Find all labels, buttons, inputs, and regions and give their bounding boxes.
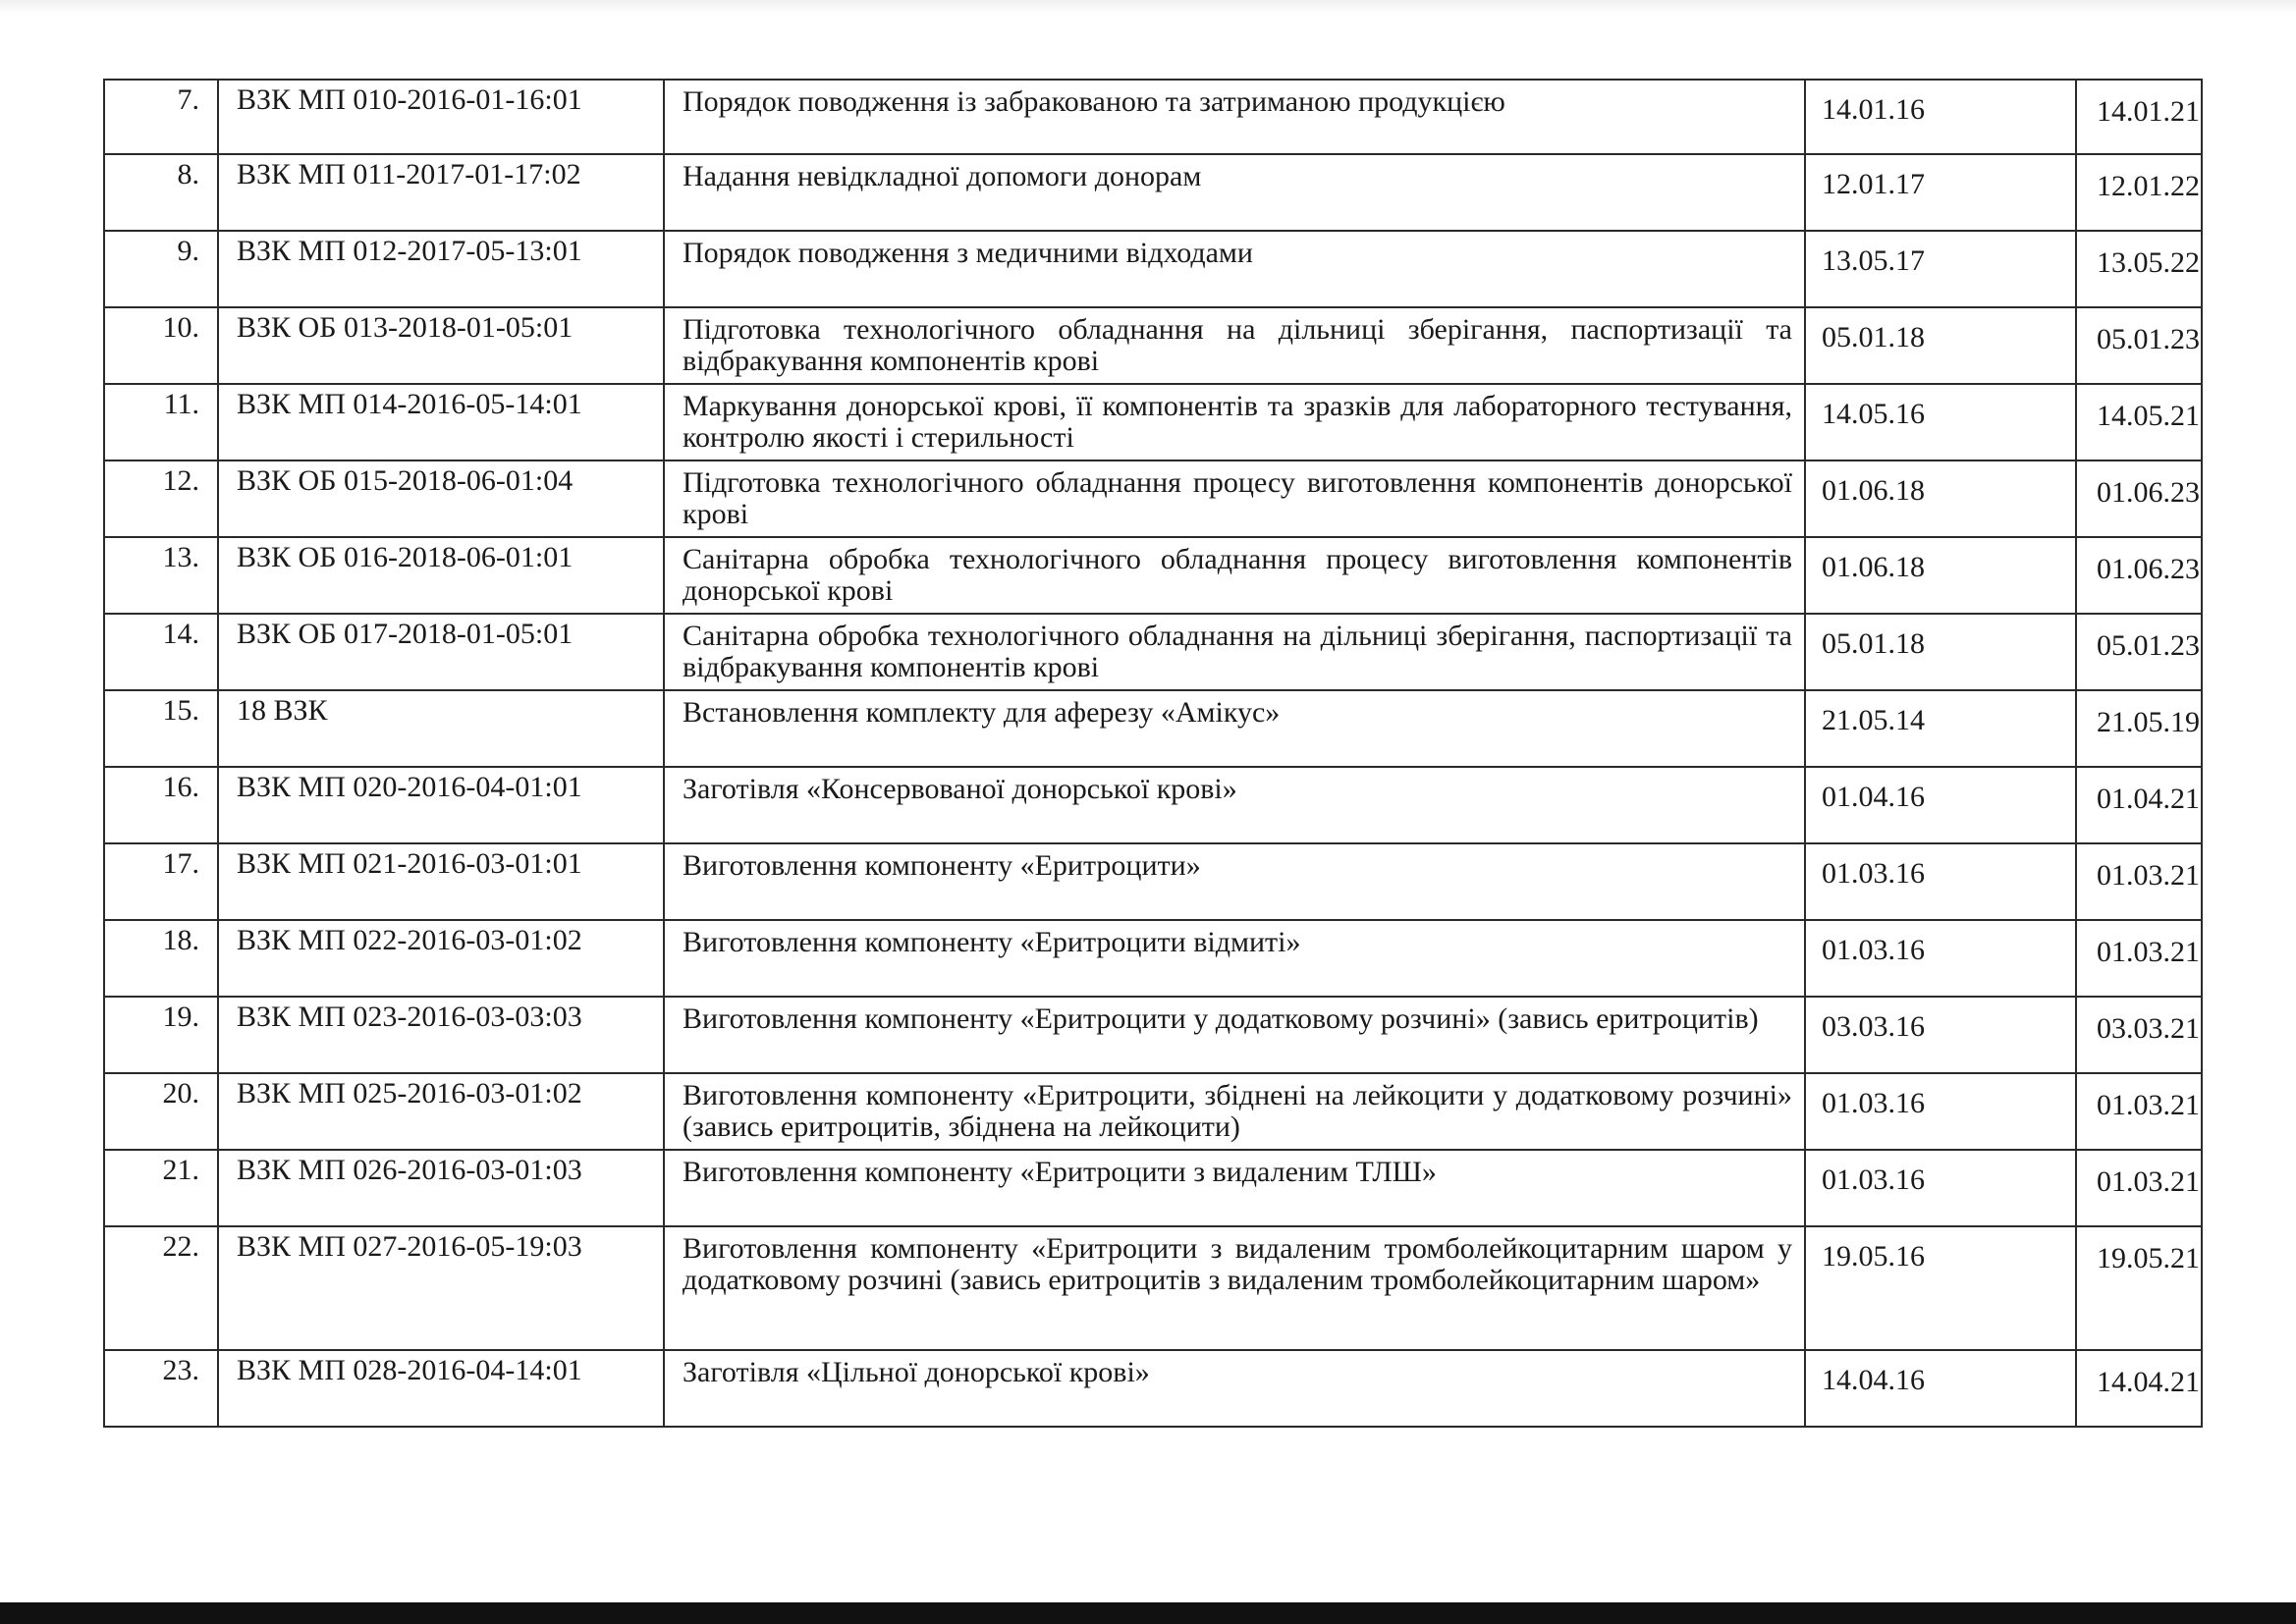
document-title: Встановлення комплекту для аферезу «Амікус»	[664, 690, 1805, 767]
review-date: 14.05.21	[2076, 384, 2202, 460]
row-number: 15.	[104, 690, 218, 767]
table-row	[104, 614, 2202, 690]
table-row	[104, 1350, 2202, 1427]
row-number: 19.	[104, 997, 218, 1073]
row-number: 20.	[104, 1073, 218, 1150]
review-date: 14.04.21	[2076, 1350, 2202, 1427]
document-title: Санітарна обробка технологічного обладнання на дільниці зберігання, паспортизації та відбракування компонентів крові	[664, 614, 1805, 690]
review-date: 13.05.22	[2076, 231, 2202, 307]
effective-date: 01.06.18	[1805, 537, 2076, 614]
row-number: 18.	[104, 920, 218, 997]
row-number: 16.	[104, 767, 218, 843]
document-title: Заготівля «Цільної донорської крові»	[664, 1350, 1805, 1427]
document-code: ВЗК ОБ 016-2018-06-01:01	[218, 537, 664, 614]
table-row	[104, 384, 2202, 460]
row-number: 7.	[104, 80, 218, 154]
document-code: ВЗК МП 012-2017-05-13:01	[218, 231, 664, 307]
review-date: 01.06.23	[2076, 460, 2202, 537]
document-code: ВЗК ОБ 015-2018-06-01:04	[218, 460, 664, 537]
review-date: 01.03.21	[2076, 843, 2202, 920]
document-code: ВЗК МП 014-2016-05-14:01	[218, 384, 664, 460]
table-row	[104, 154, 2202, 231]
table-row	[104, 1150, 2202, 1226]
document-title: Виготовлення компоненту «Еритроцити з видаленим ТЛШ»	[664, 1150, 1805, 1226]
table-row	[104, 537, 2202, 614]
document-title: Виготовлення компоненту «Еритроцити з видаленим тромболейкоцитарним шаром у додатковому розчині (завись еритроцитів з видаленим тромболейкоцитарним шаром»	[664, 1226, 1805, 1350]
review-date: 12.01.22	[2076, 154, 2202, 231]
scan-bottom-edge	[0, 1602, 2296, 1624]
document-code: 18 ВЗК	[218, 690, 664, 767]
row-number: 13.	[104, 537, 218, 614]
document-code: ВЗК МП 020-2016-04-01:01	[218, 767, 664, 843]
effective-date: 01.03.16	[1805, 920, 2076, 997]
row-number: 11.	[104, 384, 218, 460]
document-code: ВЗК МП 026-2016-03-01:03	[218, 1150, 664, 1226]
table-body	[104, 80, 2202, 1427]
table-row	[104, 690, 2202, 767]
document-title: Підготовка технологічного обладнання процесу виготовлення компонентів донорської крові	[664, 460, 1805, 537]
document-code: ВЗК МП 021-2016-03-01:01	[218, 843, 664, 920]
effective-date: 13.05.17	[1805, 231, 2076, 307]
document-title: Надання невідкладної допомоги донорам	[664, 154, 1805, 231]
effective-date: 21.05.14	[1805, 690, 2076, 767]
effective-date: 14.01.16	[1805, 80, 2076, 154]
review-date: 19.05.21	[2076, 1226, 2202, 1350]
document-title: Заготівля «Консервованої донорської крові»	[664, 767, 1805, 843]
effective-date: 19.05.16	[1805, 1226, 2076, 1350]
review-date: 14.01.21	[2076, 80, 2202, 154]
document-code: ВЗК МП 023-2016-03-03:03	[218, 997, 664, 1073]
effective-date: 05.01.18	[1805, 614, 2076, 690]
table-row	[104, 307, 2202, 384]
review-date: 05.01.23	[2076, 614, 2202, 690]
review-date: 21.05.19	[2076, 690, 2202, 767]
table-row	[104, 80, 2202, 154]
effective-date: 01.04.16	[1805, 767, 2076, 843]
review-date: 01.04.21	[2076, 767, 2202, 843]
table-row	[104, 997, 2202, 1073]
effective-date: 01.03.16	[1805, 1073, 2076, 1150]
document-code: ВЗК ОБ 017-2018-01-05:01	[218, 614, 664, 690]
document-register-table	[103, 79, 2203, 1428]
row-number: 12.	[104, 460, 218, 537]
effective-date: 05.01.18	[1805, 307, 2076, 384]
row-number: 14.	[104, 614, 218, 690]
document-title: Виготовлення компоненту «Еритроцити»	[664, 843, 1805, 920]
table-row	[104, 1073, 2202, 1150]
row-number: 8.	[104, 154, 218, 231]
effective-date: 01.03.16	[1805, 843, 2076, 920]
document-title: Виготовлення компоненту «Еритроцити, збіднені на лейкоцити у додатковому розчині» (завись еритроцитів, збіднена на лейкоцити)	[664, 1073, 1805, 1150]
document-code: ВЗК МП 011-2017-01-17:02	[218, 154, 664, 231]
document-code: ВЗК МП 028-2016-04-14:01	[218, 1350, 664, 1427]
row-number: 9.	[104, 231, 218, 307]
document-code: ВЗК МП 010-2016-01-16:01	[218, 80, 664, 154]
review-date: 01.03.21	[2076, 1073, 2202, 1150]
document-code: ВЗК МП 022-2016-03-01:02	[218, 920, 664, 997]
review-date: 01.03.21	[2076, 920, 2202, 997]
table-row	[104, 460, 2202, 537]
document-code: ВЗК ОБ 013-2018-01-05:01	[218, 307, 664, 384]
document-title: Маркування донорської крові, її компонентів та зразків для лабораторного тестування, контролю якості і стерильності	[664, 384, 1805, 460]
row-number: 10.	[104, 307, 218, 384]
document-title: Виготовлення компоненту «Еритроцити відмиті»	[664, 920, 1805, 997]
effective-date: 14.05.16	[1805, 384, 2076, 460]
review-date: 05.01.23	[2076, 307, 2202, 384]
review-date: 01.03.21	[2076, 1150, 2202, 1226]
table-row	[104, 231, 2202, 307]
effective-date: 12.01.17	[1805, 154, 2076, 231]
document-title: Підготовка технологічного обладнання на дільниці зберігання, паспортизації та відбракування компонентів крові	[664, 307, 1805, 384]
document-title: Санітарна обробка технологічного обладнання процесу виготовлення компонентів донорської крові	[664, 537, 1805, 614]
document-title: Порядок поводження з медичними відходами	[664, 231, 1805, 307]
table-row	[104, 767, 2202, 843]
effective-date: 01.03.16	[1805, 1150, 2076, 1226]
table-row	[104, 1226, 2202, 1350]
row-number: 22.	[104, 1226, 218, 1350]
effective-date: 14.04.16	[1805, 1350, 2076, 1427]
effective-date: 03.03.16	[1805, 997, 2076, 1073]
effective-date: 01.06.18	[1805, 460, 2076, 537]
review-date: 01.06.23	[2076, 537, 2202, 614]
document-code: ВЗК МП 027-2016-05-19:03	[218, 1226, 664, 1350]
document-code: ВЗК МП 025-2016-03-01:02	[218, 1073, 664, 1150]
row-number: 17.	[104, 843, 218, 920]
review-date: 03.03.21	[2076, 997, 2202, 1073]
row-number: 21.	[104, 1150, 218, 1226]
table-row	[104, 920, 2202, 997]
row-number: 23.	[104, 1350, 218, 1427]
table-row	[104, 843, 2202, 920]
scan-top-edge	[0, 0, 2296, 14]
document-title: Порядок поводження із забракованою та затриманою продукцією	[664, 80, 1805, 154]
document-title: Виготовлення компоненту «Еритроцити у додатковому розчині» (завись еритроцитів)	[664, 997, 1805, 1073]
